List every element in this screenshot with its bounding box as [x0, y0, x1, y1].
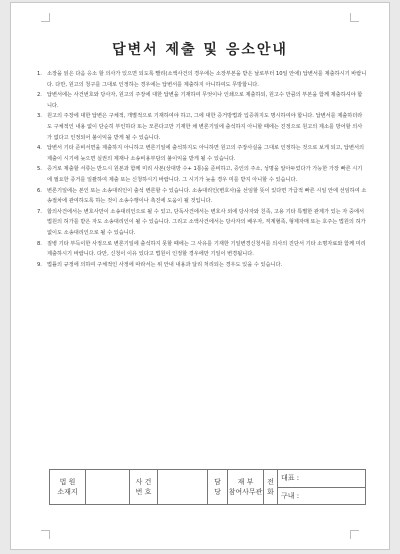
document-page	[10, 2, 390, 550]
main-phone-field	[278, 470, 366, 488]
notice-item	[37, 143, 367, 164]
item-number: 8.	[37, 240, 42, 247]
court-info-table	[49, 469, 366, 505]
case-number-value	[158, 470, 208, 505]
court-label-line1: 법 원	[59, 478, 76, 486]
case-label-line2: 번 호	[135, 488, 152, 496]
notice-item	[37, 111, 367, 143]
court-location-label	[50, 470, 86, 505]
phone-label-line1: 전	[267, 478, 274, 486]
phone-label	[264, 470, 278, 505]
item-number: 1.	[37, 71, 42, 77]
item-text: 변론기일에는 본인 또는 소송대리인이 출석 변론할 수 있습니다. 소송대리인(변호사)을 선임할 뜻이 있다면 가급적 빠른 시일 안에 선임하여 소송절차에 관여하도록 하는 것이 소송수행이나 촉진에 도움이 될 것입니다.	[47, 187, 367, 205]
notice-item	[37, 90, 367, 111]
court-location-value	[86, 470, 130, 505]
item-number: 3.	[37, 113, 42, 120]
crop-mark-top-left	[41, 13, 50, 22]
item-number: 5.	[37, 166, 42, 173]
notice-item	[37, 164, 367, 185]
item-number: 7.	[37, 208, 42, 215]
main-phone-label: 대표 :	[281, 474, 300, 483]
item-text: 답변서에는 사건번호와 당사자, 원고의 주장에 대한 답변을 기재하여 무엇이나 인쇄으로 제출하되, 원고수 만큼의 부본을 함께 제출하셔야 합니다.	[47, 92, 363, 109]
notice-item	[37, 207, 367, 239]
crop-mark-bottom-right	[350, 530, 359, 539]
extension-field	[278, 487, 366, 505]
item-text: 답변서 기타 준비서면을 제출하지 아니하고 변론기일에 출석하지도 아니하면 원고의 주장사실을 그대로 인정하는 것으로 보게 되고, 답변서의 제출이 시기에 늦으면 실권의 제재나 소송비용부담의 불이익을 받게 될 수 있습니다.	[47, 145, 365, 162]
phone-label-line2: 화	[267, 488, 274, 496]
item-number: 6.	[37, 187, 42, 194]
document-title: 답변서 제출 및 응소안내	[112, 42, 288, 58]
notice-item	[37, 239, 367, 260]
item-number: 2.	[37, 92, 42, 99]
notice-item	[37, 260, 367, 271]
crop-mark-top-right	[350, 13, 359, 22]
case-label-line1: 사 건	[135, 478, 152, 486]
item-number: 4.	[37, 145, 42, 152]
item-text: 합의사건에서는 변호사만이 소송대리인으로 될 수 있고, 단독사건에서는 변호사 외에 당사자와 친족, 고용 기타 특별한 관계가 있는 자 중에서 법원의 허가를 받은 자도 소송대리인이 될 수 있습니다. 그리고 소액사건에서는 당사자의 배우자, 직계혈족, 형제자매 또는 호주는 법원의 허가 없이도 소송대리인으로 될 수 있습니다.	[47, 208, 366, 236]
notice-item	[37, 186, 367, 207]
dept-label-line1: 재 부	[237, 478, 254, 486]
court-label-line2: 소재지	[57, 488, 78, 496]
item-text: 증거로 제출할 서류는 반드시 원본과 함께 미리 사본(상대방 수+ 1통)을 준비하고, 증인의 주소, 성명을 알아두었다가 가능한 가장 빠른 시기에 필요한 증거를 일괄하여 제출 또는 신청하시기 바랍니다. 그 시기가 늦을 경우 미를 받지 아니할 수 있습니다.	[47, 166, 363, 183]
staff-label-line1: 담	[214, 478, 221, 486]
item-number: 9.	[37, 261, 42, 268]
item-text: 소장을 읽은 다음 응소 할 의사가 있으면 되도록 빨리(소액사건의 경우에는 소장부본을 받은 날로부터 10일 안에) 답변서를 제출하시기 바랍니다. 다만, 원고의 청구를 그대로 인정하는 경우에는 답변서를 제출하지 아니하여도 무방합니다.	[47, 71, 367, 88]
notice-item	[37, 69, 367, 90]
dept-label-line2: 참여사무관	[228, 488, 263, 496]
item-text: 법률의 규정에 의하여 구체적인 사정에 따라서는 위 안내 내용과 달리 처리되는 경우도 있을 수 있습니다.	[47, 261, 283, 268]
case-number-label	[130, 470, 158, 505]
notice-list	[37, 69, 367, 270]
staff-label	[208, 470, 228, 505]
clerk-label	[228, 470, 264, 505]
staff-label-line2: 당	[214, 488, 221, 496]
crop-mark-bottom-left	[41, 530, 50, 539]
item-text: 원고의 주장에 대한 답변은 구체적, 개별적으로 기재하여야 하고, 그에 대한 증거방법과 입증취지도 명시하여야 합니다. 답변서를 제출하더라도 구체적인 내용 없이 단순히 부인하다 또는 모른다고만 기재한 채 변론기일에 출석하지 아니할 때에는 진정으로 원고의 제소를 방어할 의사가 없다고 인정되어 불이익을 받게 될 수 있습니다.	[47, 113, 363, 141]
extension-label: 구내 :	[281, 491, 300, 500]
item-text: 질병 기타 부득이한 사정으로 변론기일에 출석하지 못할 때에는 그 사유를 기재한 기일변경신청서를 의사의 진단서 기타 소명자료와 함께 미리 제출하시기 바랍니다. 다만, 신청이 이유 있다고 법원이 인정할 경우에만 기일이 변경됩니다.	[47, 240, 366, 258]
